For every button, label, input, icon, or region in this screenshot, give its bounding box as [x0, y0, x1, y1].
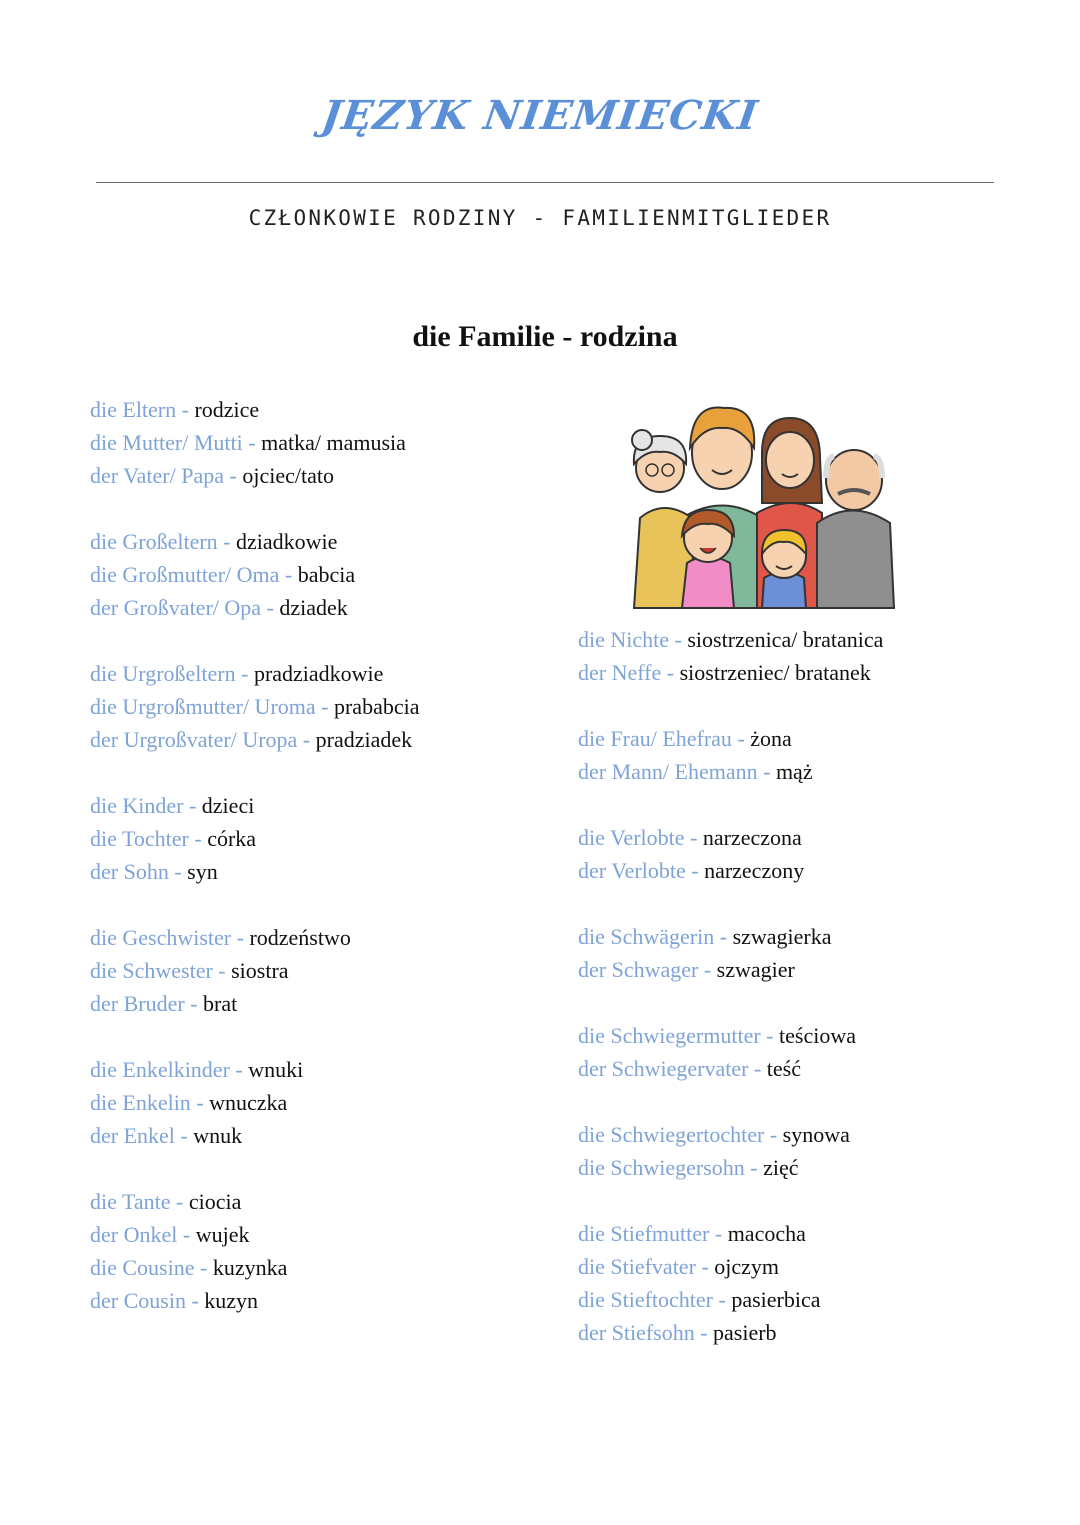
separator: -: [177, 1222, 196, 1247]
separator: -: [744, 1155, 764, 1180]
group-spacer: [90, 756, 419, 789]
polish-translation: szwagier: [716, 957, 795, 982]
german-term: die Nichte: [578, 627, 670, 652]
polish-translation: teściowa: [779, 1023, 856, 1048]
vocab-entry: [90, 657, 419, 690]
german-term: die Urgroßmutter/ Uroma: [90, 694, 316, 719]
vocab-entry: [578, 1019, 883, 1052]
polish-translation: kuzyn: [204, 1288, 259, 1313]
german-term: der Großvater/ Opa: [90, 595, 262, 620]
vocab-group: [90, 657, 419, 756]
german-term: die Schwiegermutter: [578, 1023, 761, 1048]
vocab-entry: [578, 1052, 883, 1085]
vocab-entry: [90, 1053, 419, 1086]
group-spacer: [90, 624, 419, 657]
group-spacer: [90, 492, 419, 525]
vocab-entry: [90, 690, 419, 723]
german-term: die Frau/ Ehefrau: [578, 726, 732, 751]
german-term: die Verlobte: [578, 825, 685, 850]
polish-translation: ojczym: [714, 1254, 779, 1279]
vocab-entry: [90, 723, 419, 756]
grandfather-figure: [817, 450, 894, 608]
german-term: der Stiefsohn: [578, 1320, 695, 1345]
polish-translation: rodzice: [194, 397, 260, 422]
vocab-group: [578, 1019, 883, 1085]
separator: -: [188, 826, 208, 851]
vocab-group: [90, 1185, 419, 1317]
polish-translation: dzieci: [201, 793, 255, 818]
vocab-entry: [90, 987, 419, 1020]
group-spacer: [578, 1184, 883, 1217]
boy-figure: [762, 530, 806, 608]
polish-translation: matka/ mamusia: [261, 430, 406, 455]
polish-translation: siostrzeniec/ bratanek: [679, 660, 871, 685]
vocab-entry: [90, 1218, 419, 1251]
german-term: die Enkelin: [90, 1090, 191, 1115]
german-term: die Cousine: [90, 1255, 195, 1280]
vocab-group: [90, 789, 419, 888]
separator: -: [170, 1189, 189, 1214]
separator: -: [174, 1123, 194, 1148]
group-spacer: [578, 986, 883, 1019]
polish-translation: narzeczony: [704, 858, 805, 883]
separator: -: [713, 1287, 732, 1312]
vocab-group: [578, 920, 883, 986]
german-term: der Onkel: [90, 1222, 178, 1247]
german-term: der Bruder: [90, 991, 185, 1016]
vocab-column-left: [90, 393, 419, 1317]
polish-translation: prababcia: [333, 694, 420, 719]
polish-translation: szwagierka: [732, 924, 832, 949]
separator: -: [731, 726, 751, 751]
vocab-entry: [90, 1251, 419, 1284]
separator: -: [190, 1090, 210, 1115]
german-term: die Eltern: [90, 397, 177, 422]
polish-translation: synowa: [782, 1122, 850, 1147]
polish-translation: brat: [203, 991, 238, 1016]
german-term: der Mann/ Ehemann: [578, 759, 758, 784]
vocab-entry: [578, 722, 883, 755]
separator: -: [185, 1288, 205, 1313]
separator: -: [315, 694, 334, 719]
vocab-entry: [90, 1185, 419, 1218]
vocab-entry: [90, 1284, 419, 1317]
separator: -: [224, 463, 243, 488]
separator: -: [714, 924, 733, 949]
vocab-entry: [90, 426, 419, 459]
polish-translation: dziadkowie: [236, 529, 338, 554]
german-term: die Großmutter/ Oma: [90, 562, 280, 587]
vocab-entry: [90, 558, 419, 591]
vocab-entry: [578, 1217, 883, 1250]
group-spacer: [90, 1020, 419, 1053]
vocab-group: [578, 1118, 883, 1184]
polish-translation: zięć: [763, 1155, 799, 1180]
german-term: die Tochter: [90, 826, 189, 851]
separator: -: [694, 1320, 714, 1345]
separator: -: [229, 1057, 249, 1082]
polish-translation: ojciec/tato: [242, 463, 334, 488]
vocab-entry: [90, 1086, 419, 1119]
separator: -: [685, 858, 705, 883]
german-term: der Neffe: [578, 660, 662, 685]
separator: -: [242, 430, 262, 455]
polish-translation: mąż: [775, 759, 813, 784]
polish-translation: wnuczka: [209, 1090, 288, 1115]
vocab-group: [578, 623, 883, 689]
vocab-entry: [90, 789, 419, 822]
header-divider: [96, 182, 994, 183]
vocab-entry: [578, 953, 883, 986]
polish-translation: córka: [207, 826, 257, 851]
separator: -: [235, 661, 254, 686]
vocab-group: [90, 525, 419, 624]
vocab-entry: [578, 1118, 883, 1151]
separator: -: [748, 1056, 767, 1081]
group-spacer: [578, 689, 883, 722]
polish-translation: pradziadkowie: [253, 661, 384, 686]
german-term: der Vater/ Papa: [90, 463, 224, 488]
group-spacer: [578, 788, 883, 821]
german-term: der Schwiegervater: [578, 1056, 749, 1081]
group-spacer: [90, 888, 419, 921]
polish-translation: siostra: [231, 958, 289, 983]
vocab-entry: [578, 623, 883, 656]
separator: -: [261, 595, 280, 620]
separator: -: [698, 957, 717, 982]
polish-translation: pradziadek: [315, 727, 413, 752]
german-term: die Stiefvater: [578, 1254, 696, 1279]
separator: -: [231, 925, 250, 950]
separator: -: [217, 529, 236, 554]
vocab-entry: [578, 821, 883, 854]
vocab-entry: [578, 1316, 883, 1349]
german-term: die Großeltern: [90, 529, 218, 554]
german-term: der Urgroßvater/ Uropa: [90, 727, 298, 752]
vocab-entry: [90, 855, 419, 888]
polish-translation: macocha: [727, 1221, 806, 1246]
german-term: die Schwester: [90, 958, 213, 983]
separator: -: [695, 1254, 715, 1279]
separator: -: [661, 660, 680, 685]
vocab-entry: [90, 921, 419, 954]
vocab-group: [578, 722, 883, 788]
polish-translation: dziadek: [279, 595, 348, 620]
family-illustration: [612, 398, 902, 613]
german-term: der Schwager: [578, 957, 699, 982]
vocab-entry: [578, 1250, 883, 1283]
group-spacer: [90, 1152, 419, 1185]
polish-translation: wnuki: [248, 1057, 304, 1082]
polish-translation: rodzeństwo: [249, 925, 351, 950]
separator: -: [194, 1255, 213, 1280]
german-term: die Tante: [90, 1189, 171, 1214]
separator: -: [760, 1023, 779, 1048]
polish-translation: narzeczona: [702, 825, 802, 850]
vocab-group: [90, 921, 419, 1020]
german-term: die Schwiegersohn: [578, 1155, 745, 1180]
separator: -: [757, 759, 776, 784]
group-spacer: [578, 1085, 883, 1118]
german-term: der Enkel: [90, 1123, 175, 1148]
polish-translation: kuzynka: [212, 1255, 288, 1280]
german-term: die Schwiegertochter: [578, 1122, 765, 1147]
group-spacer: [578, 887, 883, 920]
vocab-group: [90, 1053, 419, 1152]
vocab-entry: [90, 393, 419, 426]
vocab-entry: [90, 459, 419, 492]
page-title: JĘZYK NIEMIECKI: [318, 92, 762, 139]
german-term: der Verlobte: [578, 858, 686, 883]
separator: -: [212, 958, 232, 983]
vocab-entry: [578, 1151, 883, 1184]
vocab-group: [578, 821, 883, 887]
vocab-entry: [90, 1119, 419, 1152]
polish-translation: ciocia: [188, 1189, 242, 1214]
polish-translation: pasierbica: [731, 1287, 821, 1312]
separator: -: [709, 1221, 728, 1246]
vocab-entry: [90, 525, 419, 558]
polish-translation: pasierb: [713, 1320, 777, 1345]
german-term: die Enkelkinder: [90, 1057, 230, 1082]
polish-translation: wnuk: [193, 1123, 243, 1148]
separator: -: [297, 727, 316, 752]
german-term: die Stiefmutter: [578, 1221, 710, 1246]
separator: -: [684, 825, 703, 850]
vocab-entry: [578, 656, 883, 689]
german-term: der Sohn: [90, 859, 169, 884]
polish-translation: żona: [750, 726, 792, 751]
german-term: die Kinder: [90, 793, 184, 818]
separator: -: [669, 627, 688, 652]
polish-translation: siostrzenica/ bratanica: [687, 627, 884, 652]
vocab-group: [578, 1217, 883, 1349]
german-term: die Schwägerin: [578, 924, 715, 949]
german-term: die Urgroßeltern: [90, 661, 236, 686]
vocab-entry: [578, 920, 883, 953]
page-subtitle: CZŁONKOWIE RODZINY - FAMILIENMITGLIEDER: [248, 206, 832, 230]
vocab-group: [90, 393, 419, 492]
separator: -: [764, 1122, 783, 1147]
vocab-entry: [90, 822, 419, 855]
separator: -: [176, 397, 195, 422]
polish-translation: syn: [187, 859, 218, 884]
german-term: die Mutter/ Mutti: [90, 430, 243, 455]
vocab-entry: [578, 755, 883, 788]
vocab-entry: [90, 954, 419, 987]
separator: -: [279, 562, 298, 587]
separator: -: [184, 991, 204, 1016]
vocab-entry: [578, 854, 883, 887]
vocab-entry: [90, 591, 419, 624]
separator: -: [183, 793, 202, 818]
german-term: der Cousin: [90, 1288, 186, 1313]
polish-translation: babcia: [297, 562, 356, 587]
polish-translation: teść: [766, 1056, 801, 1081]
vocab-column-right: [578, 623, 883, 1349]
polish-translation: wujek: [195, 1222, 250, 1247]
vocab-entry: [578, 1283, 883, 1316]
separator: -: [168, 859, 188, 884]
german-term: die Stieftochter: [578, 1287, 714, 1312]
section-heading: die Familie - rodzina: [412, 320, 678, 353]
german-term: die Geschwister: [90, 925, 232, 950]
